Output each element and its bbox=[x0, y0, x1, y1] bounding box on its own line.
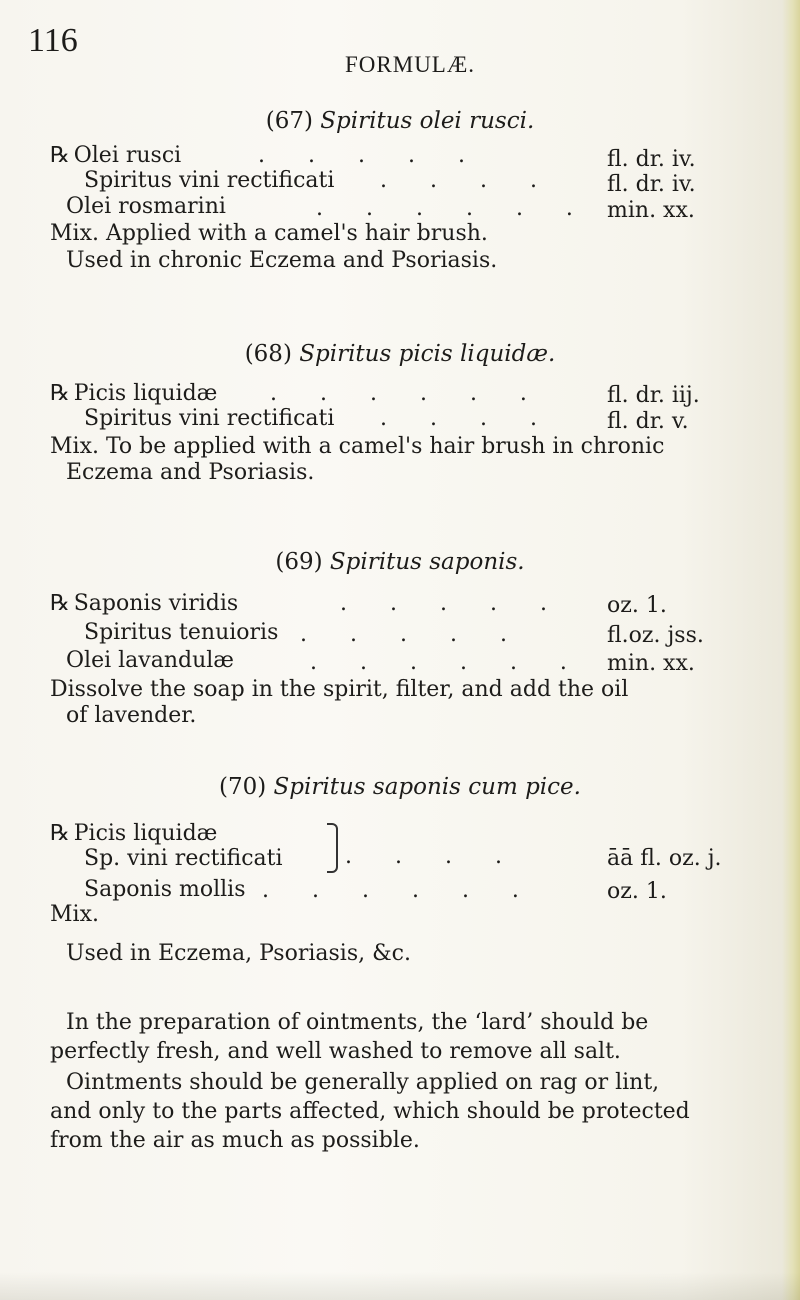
page-number: 116 bbox=[28, 22, 78, 59]
leader-dots: . . . . bbox=[380, 406, 555, 431]
directions-line: Eczema and Psoriasis. bbox=[66, 460, 315, 485]
ingredient-quantity: fl. dr. iv. bbox=[607, 147, 696, 172]
ingredient-quantity: oz. 1. bbox=[607, 593, 667, 618]
paragraph-line: In the preparation of ointments, the ‘lard’ should be bbox=[66, 1010, 649, 1035]
leader-dots: . . . . . . bbox=[270, 381, 545, 406]
leader-dots: . . . . bbox=[345, 844, 520, 869]
formula-number: (68) bbox=[244, 341, 292, 367]
formula-number: (70) bbox=[219, 774, 267, 800]
paragraph-line: perfectly fresh, and well washed to remove all salt. bbox=[50, 1039, 621, 1064]
formula-number: (67) bbox=[265, 108, 313, 134]
directions-line: Dissolve the soap in the spirit, filter, and add the oil bbox=[50, 677, 629, 702]
paragraph bbox=[50, 1008, 648, 1066]
ingredient-name: Spiritus vini rectificati bbox=[84, 168, 335, 193]
ingredient-line bbox=[50, 143, 181, 168]
ingredient-name: Saponis mollis bbox=[84, 877, 246, 902]
ingredient-name: Sp. vini rectificati bbox=[84, 846, 283, 871]
directions-line: Mix. bbox=[50, 902, 99, 927]
ingredient-name: Olei rusci bbox=[73, 143, 182, 168]
leader-dots: . . . . . bbox=[258, 143, 483, 168]
grouping-brace bbox=[327, 823, 338, 873]
ingredient-name: Olei lavandulæ bbox=[66, 648, 234, 673]
directions-line: Used in chronic Eczema and Psoriasis. bbox=[66, 248, 498, 273]
directions-line: Used in Eczema, Psoriasis, &c. bbox=[66, 941, 411, 966]
ingredient-quantity: fl. dr. iv. bbox=[607, 172, 696, 197]
ingredient-quantity: fl.oz. jss. bbox=[607, 623, 704, 648]
formula-number: (69) bbox=[275, 549, 323, 575]
formula-heading bbox=[0, 108, 800, 134]
leader-dots: . . . . . . bbox=[262, 878, 537, 903]
paragraph bbox=[50, 1068, 690, 1155]
rx-symbol: ℞ bbox=[50, 591, 70, 616]
rx-symbol: ℞ bbox=[50, 143, 70, 168]
page-bottom-shadow bbox=[0, 1272, 800, 1300]
formula-heading bbox=[0, 774, 800, 800]
ingredient-quantity: min. xx. bbox=[607, 198, 695, 223]
paragraph-line: from the air as much as possible. bbox=[50, 1128, 420, 1153]
leader-dots: . . . . . . bbox=[316, 196, 591, 221]
formula-title: Spiritus saponis cum pice. bbox=[273, 774, 581, 800]
ingredient-name: Spiritus vini rectificati bbox=[84, 406, 335, 431]
rx-symbol: ℞ bbox=[50, 381, 70, 406]
leader-dots: . . . . . bbox=[340, 591, 565, 616]
formula-heading bbox=[0, 341, 800, 367]
directions-line: of lavender. bbox=[66, 703, 197, 728]
paragraph-line: Ointments should be generally applied on rag or lint, bbox=[66, 1070, 660, 1095]
formula-title: Spiritus olei rusci. bbox=[320, 108, 535, 134]
ingredient-name: Picis liquidæ bbox=[73, 821, 218, 846]
formula-title: Spiritus saponis. bbox=[329, 549, 525, 575]
ingredient-name: Olei rosmarini bbox=[66, 194, 226, 219]
ingredient-name: Picis liquidæ bbox=[73, 381, 218, 406]
formula-heading bbox=[0, 549, 800, 575]
ingredient-quantity: fl. dr. iij. bbox=[607, 383, 700, 408]
running-head: FORMULÆ. bbox=[345, 52, 476, 77]
ingredient-quantity: min. xx. bbox=[607, 651, 695, 676]
ingredient-name: Spiritus tenuioris bbox=[84, 620, 279, 645]
page-edge-shadow bbox=[782, 0, 800, 1300]
leader-dots: . . . . . bbox=[300, 622, 525, 647]
ingredient-quantity: āā fl. oz. j. bbox=[607, 846, 722, 871]
leader-dots: . . . . bbox=[380, 168, 555, 193]
ingredient-name: Saponis viridis bbox=[73, 591, 239, 616]
formula-title: Spiritus picis liquidæ. bbox=[299, 341, 556, 367]
directions-line: Mix. Applied with a camel's hair brush. bbox=[50, 221, 488, 246]
ingredient-quantity: fl. dr. v. bbox=[607, 409, 689, 434]
paragraph-line: and only to the parts affected, which should be protected bbox=[50, 1099, 690, 1124]
ingredient-line bbox=[50, 381, 217, 406]
rx-symbol: ℞ bbox=[50, 821, 70, 846]
ingredient-quantity: oz. 1. bbox=[607, 879, 667, 904]
ingredient-line bbox=[50, 591, 238, 616]
ingredient-line bbox=[50, 821, 217, 846]
leader-dots: . . . . . . bbox=[310, 650, 585, 675]
directions-line: Mix. To be applied with a camel's hair brush in chronic bbox=[50, 434, 665, 459]
